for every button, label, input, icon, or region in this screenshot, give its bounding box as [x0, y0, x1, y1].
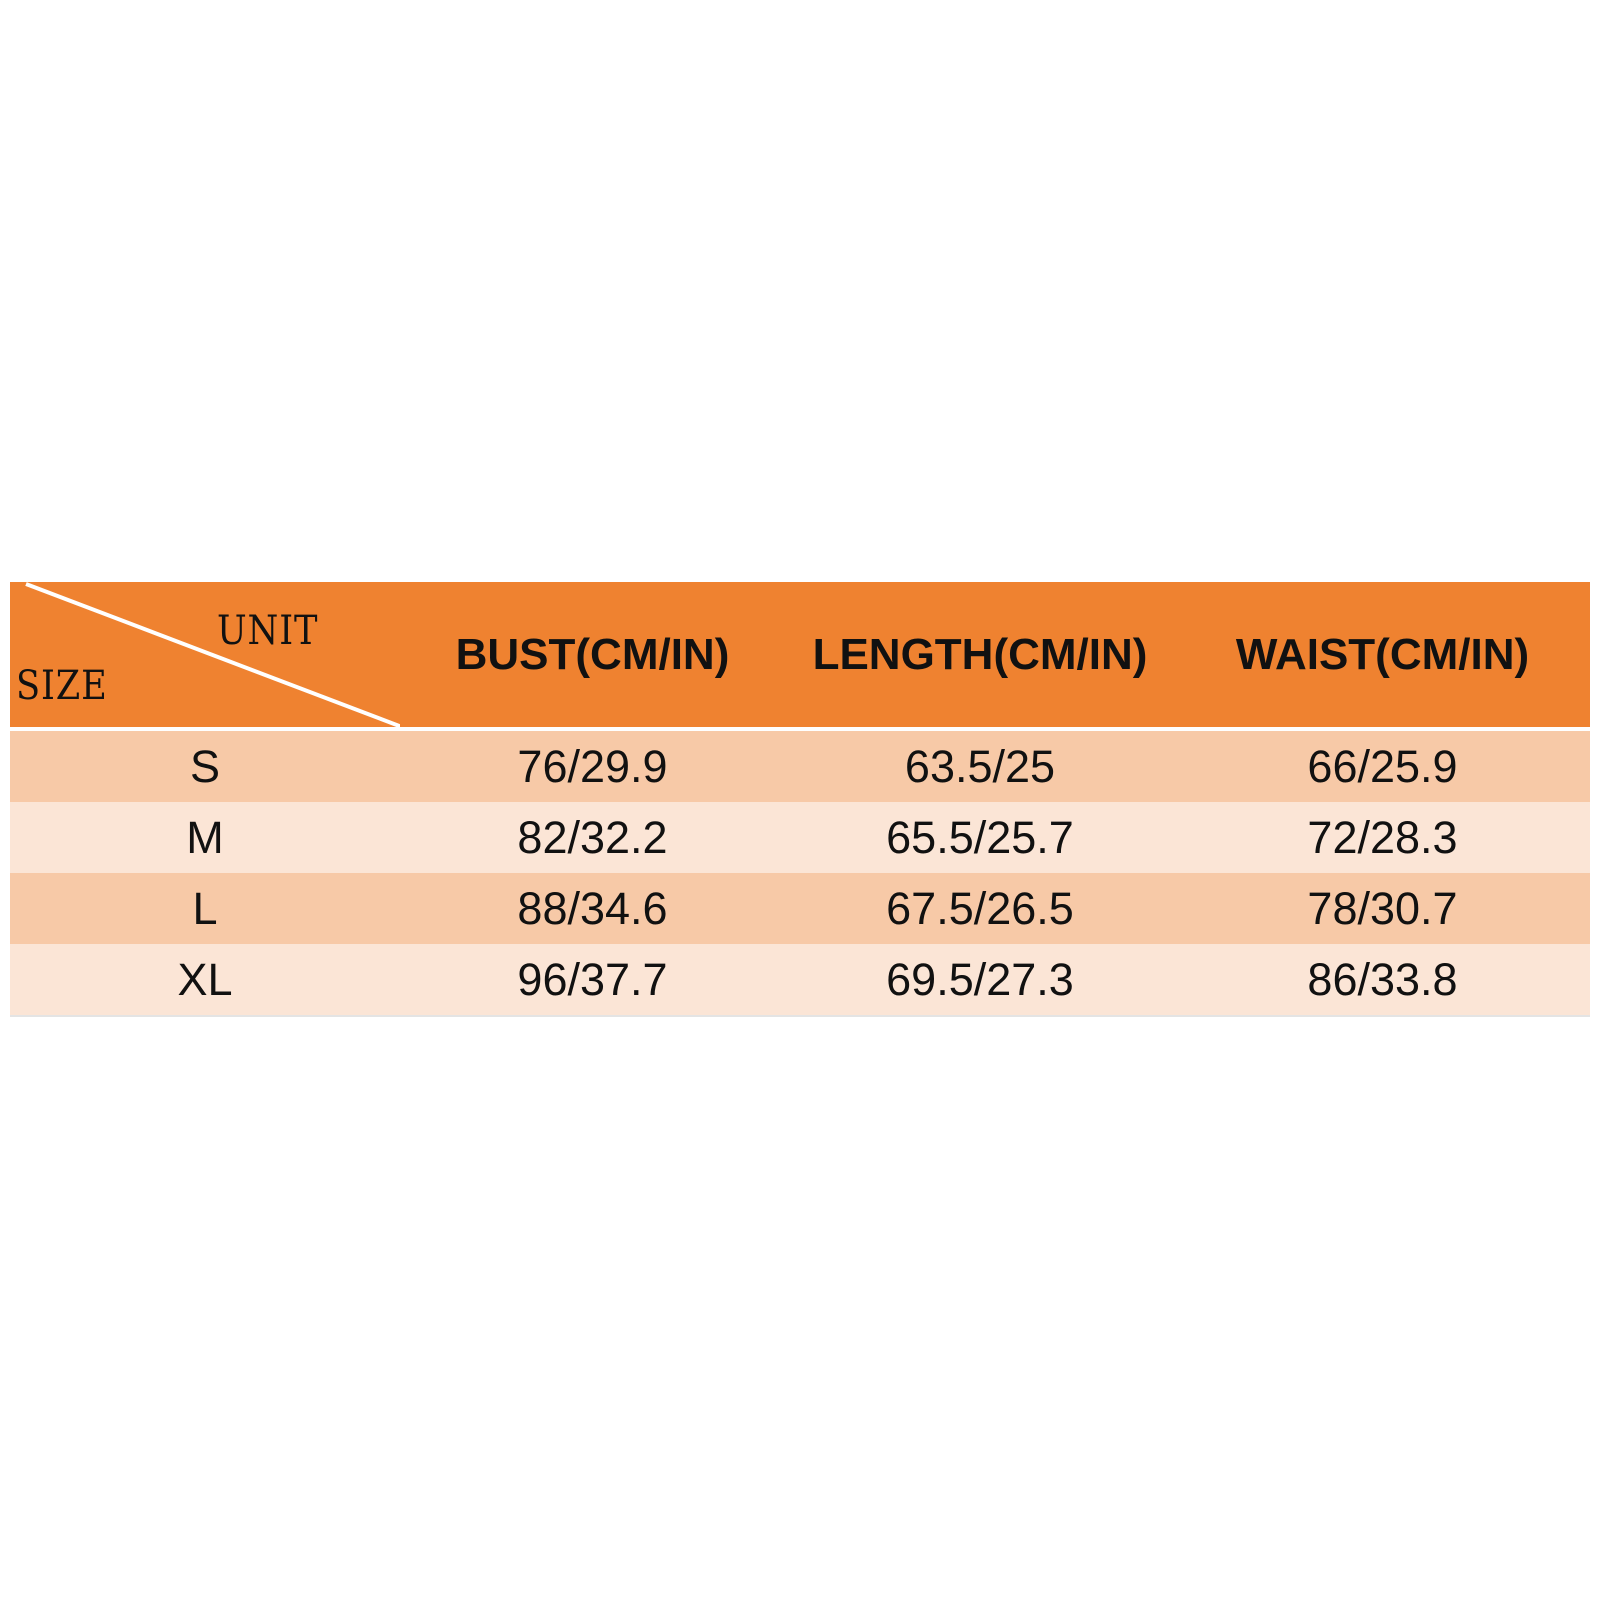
table-bottom-border	[10, 1015, 1590, 1017]
waist-cell: 86/33.8	[1307, 954, 1458, 1005]
waist-cell: 66/25.9	[1307, 741, 1458, 792]
bust-cell: 88/34.6	[517, 883, 668, 934]
column-header-bust: BUST(CM/IN)	[455, 630, 730, 679]
bust-cell: 82/32.2	[517, 812, 668, 863]
table-header-row	[10, 582, 1590, 727]
corner-size-label: SIZE	[16, 663, 108, 709]
length-cell: 65.5/25.7	[886, 812, 1074, 863]
size-chart-table	[10, 582, 1590, 1017]
table-row	[10, 944, 1590, 1015]
corner-unit-label: UNIT	[217, 608, 319, 654]
column-header-length: LENGTH(CM/IN)	[812, 630, 1148, 679]
waist-cell: 72/28.3	[1307, 812, 1458, 863]
table-row	[10, 802, 1590, 873]
table-row	[10, 873, 1590, 944]
size-cell: S	[189, 741, 220, 792]
bust-cell: 96/37.7	[517, 954, 668, 1005]
waist-cell: 78/30.7	[1307, 883, 1458, 934]
size-cell: M	[186, 812, 224, 863]
bust-cell: 76/29.9	[517, 741, 668, 792]
table-row	[10, 731, 1590, 802]
length-cell: 63.5/25	[904, 741, 1056, 792]
column-header-waist: WAIST(CM/IN)	[1235, 630, 1530, 679]
size-cell: XL	[177, 954, 233, 1005]
length-cell: 69.5/27.3	[886, 954, 1074, 1005]
length-cell: 67.5/26.5	[886, 883, 1074, 934]
size-cell: L	[192, 883, 218, 934]
corner-header-cell	[10, 582, 400, 727]
